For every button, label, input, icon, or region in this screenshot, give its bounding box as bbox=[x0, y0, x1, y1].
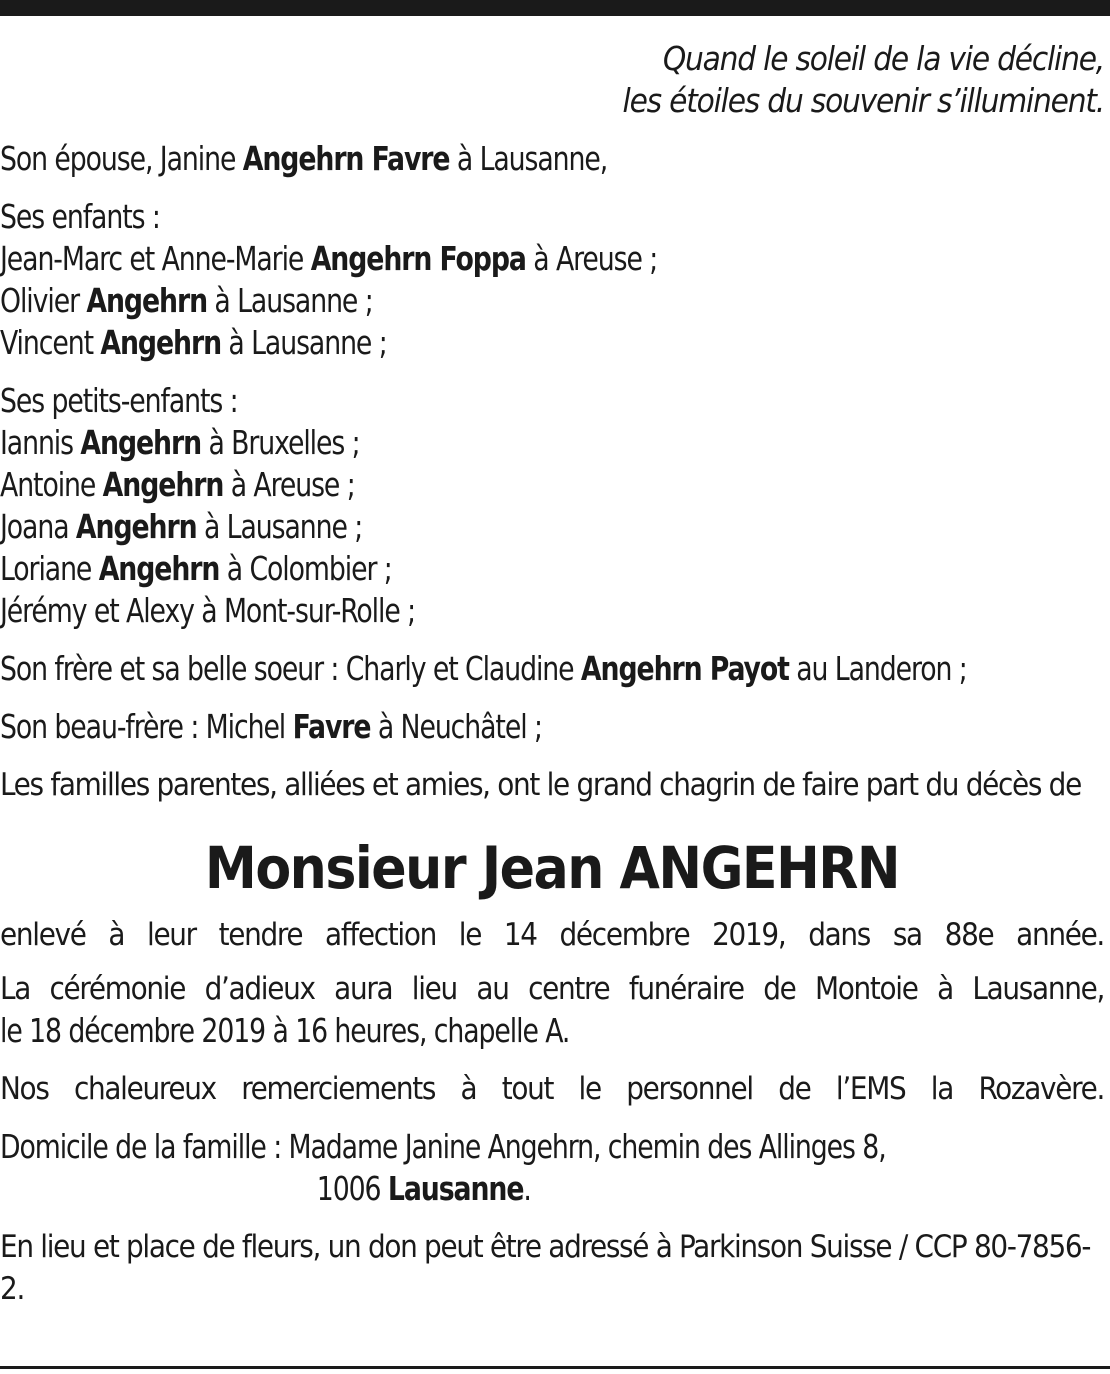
grandchild-item bbox=[0, 548, 994, 590]
grandchild-name: Angehrn bbox=[102, 465, 224, 504]
epigraph-line-1: Quand le soleil de la vie décline, bbox=[662, 39, 1104, 78]
grandchild-prefix: Iannis bbox=[0, 423, 81, 462]
domicile-period: . bbox=[523, 1169, 531, 1208]
grandchild-suffix: à Lausanne ; bbox=[196, 507, 363, 546]
brother-in-law-line bbox=[0, 706, 994, 748]
sibling-line bbox=[0, 648, 994, 690]
brother-in-law-suffix: à Neuchâtel ; bbox=[370, 707, 542, 746]
child-item bbox=[0, 322, 994, 364]
grandchild-item bbox=[0, 422, 994, 464]
grandchildren-section bbox=[0, 380, 1104, 632]
obituary bbox=[0, 38, 1104, 1310]
grandchild-prefix: Loriane bbox=[0, 549, 99, 588]
child-item bbox=[0, 238, 994, 280]
deceased-name: Monsieur Jean ANGEHRN bbox=[204, 834, 900, 902]
ceremony-line-1: La cérémonie d’adieux aura lieu au centre funéraire de Montoie à Lausanne, bbox=[0, 971, 1104, 1007]
passing-text: enlevé à leur tendre affection le 14 décembre 2019, dans sa 88e année. bbox=[0, 917, 1104, 953]
epigraph-line-2: les étoiles du souvenir s’illuminent. bbox=[622, 81, 1104, 120]
ceremony-line-2: le 18 décembre 2019 à 16 heures, chapelle A. bbox=[0, 1011, 570, 1050]
domicile-city: Lausanne bbox=[387, 1169, 524, 1208]
brother-in-law-name: Favre bbox=[292, 707, 371, 746]
grandchild-suffix: à Colombier ; bbox=[219, 549, 392, 588]
grandchild-prefix: Antoine bbox=[0, 465, 103, 504]
grandchild-prefix: Joana bbox=[0, 507, 76, 546]
grandchild-item bbox=[0, 506, 994, 548]
child-name: Angehrn bbox=[100, 323, 222, 362]
grandchild-item: Jérémy et Alexy à Mont-sur-Rolle ; bbox=[0, 591, 416, 630]
domicile-line-1: Domicile de la famille : Madame Janine Angehrn, chemin des Allinges 8, bbox=[0, 1127, 886, 1166]
child-name: Angehrn Foppa bbox=[310, 239, 526, 278]
child-suffix: à Areuse ; bbox=[525, 239, 658, 278]
brother-in-law-prefix: Son beau-frère : Michel bbox=[0, 707, 293, 746]
children-heading: Ses enfants : bbox=[0, 197, 160, 236]
spouse-name: Angehrn Favre bbox=[242, 139, 450, 178]
epigraph bbox=[0, 38, 1104, 122]
child-prefix: Vincent bbox=[0, 323, 101, 362]
child-name: Angehrn bbox=[86, 281, 208, 320]
sibling-name: Angehrn Payot bbox=[580, 649, 789, 688]
bottom-rule bbox=[0, 1366, 1110, 1369]
top-rule bbox=[0, 0, 1110, 16]
domicile-postcode: 1006 bbox=[316, 1169, 388, 1208]
grandchild-suffix: à Areuse ; bbox=[223, 465, 355, 504]
thanks-text: Nos chaleureux remerciements à tout le personnel de l’EMS la Rozavère. bbox=[0, 1071, 1104, 1107]
sibling-prefix: Son frère et sa belle soeur : Charly et Claudine bbox=[0, 649, 581, 688]
sibling-suffix: au Landeron ; bbox=[788, 649, 967, 688]
child-suffix: à Lausanne ; bbox=[207, 281, 373, 320]
grandchild-name: Angehrn bbox=[80, 423, 202, 462]
grandchild-name: Angehrn bbox=[98, 549, 220, 588]
domicile-text bbox=[0, 1126, 1104, 1210]
grandchild-name: Angehrn bbox=[75, 507, 197, 546]
spouse-prefix: Son épouse, Janine bbox=[0, 139, 243, 178]
spouse-suffix: à Lausanne, bbox=[449, 139, 608, 178]
grandchild-suffix: à Bruxelles ; bbox=[201, 423, 360, 462]
child-prefix: Olivier bbox=[0, 281, 87, 320]
grandchildren-heading: Ses petits-enfants : bbox=[0, 381, 238, 420]
child-item bbox=[0, 280, 994, 322]
child-prefix: Jean-Marc et Anne-Marie bbox=[0, 239, 311, 278]
children-section bbox=[0, 196, 1104, 364]
ceremony-text bbox=[0, 968, 1104, 1052]
spouse-line bbox=[0, 138, 994, 180]
donation-text: En lieu et place de fleurs, un don peut être adressé à Parkinson Suisse / CCP 80-7856-2. bbox=[0, 1229, 1091, 1307]
child-suffix: à Lausanne ; bbox=[221, 323, 387, 362]
announcement-text: Les familles parentes, alliées et amies, ont le grand chagrin de faire part du décès de bbox=[0, 767, 1081, 803]
domicile-line-2 bbox=[0, 1168, 994, 1210]
grandchild-item bbox=[0, 464, 994, 506]
